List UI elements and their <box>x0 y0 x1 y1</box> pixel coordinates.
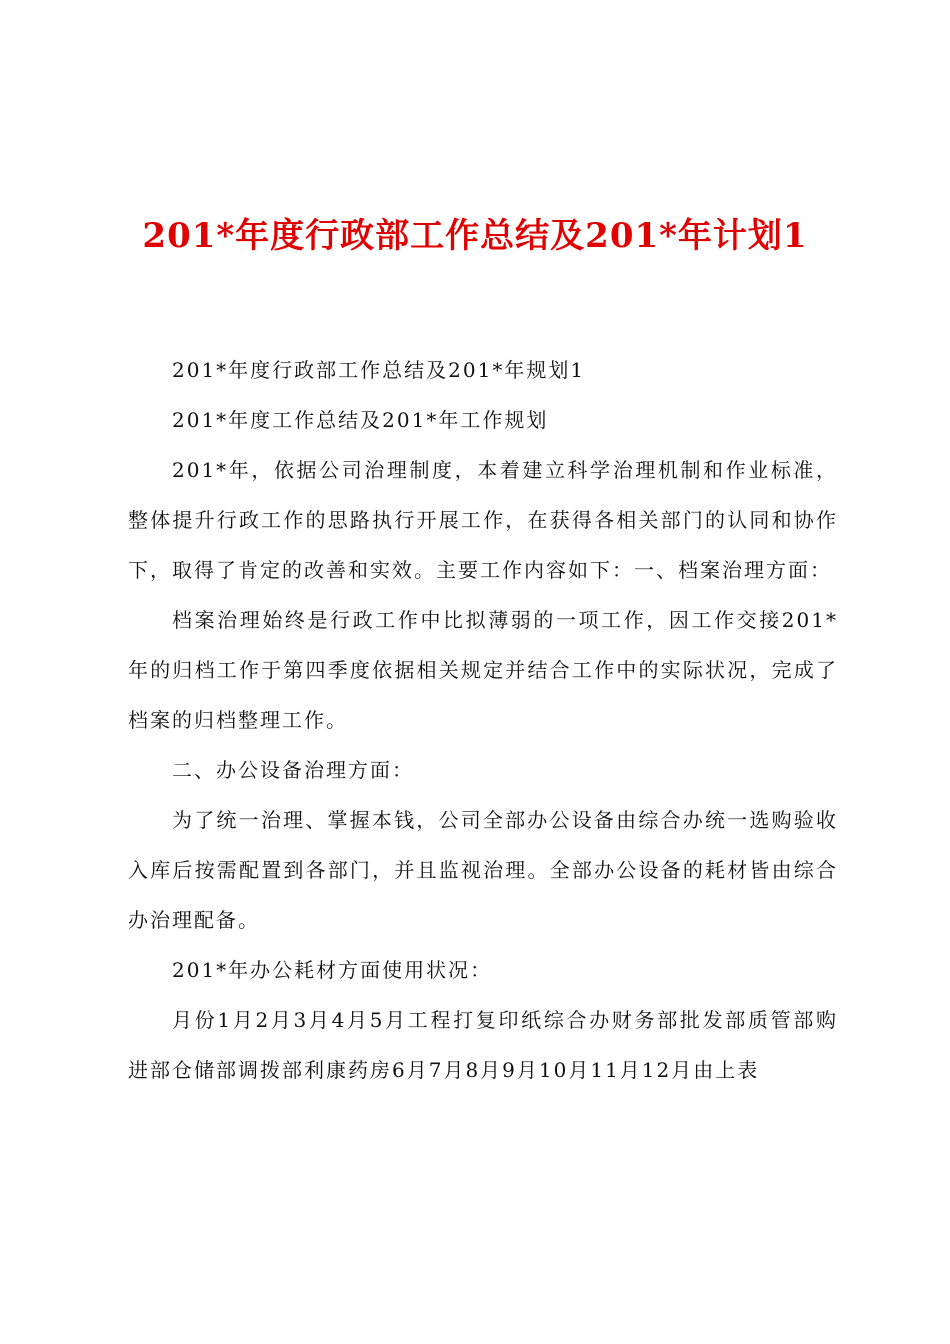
document-body <box>128 345 838 1095</box>
paragraph-office-equipment: 为了统一治理、掌握本钱，公司全部办公设备由综合办统一选购验收入库后按需配置到各部门，并且监视治理。全部办公设备的耗材皆由综合办治理配备。 <box>128 808 838 932</box>
paragraph-supplies-table-text: 月份1月2月3月4月5月工程打复印纸综合办财务部批发部质管部购进部仓储部调拨部利康药房6月7月8月9月10月11月12月由上表 <box>128 1008 838 1082</box>
section-heading-supplies-usage: 201*年办公耗材方面使用状况： <box>172 958 493 982</box>
section-heading-office-equipment: 二、办公设备治理方面： <box>172 758 414 782</box>
paragraph-intro: 201*年，依据公司治理制度，本着建立科学治理机制和作业标准，整体提升行政工作的思路执行开展工作，在获得各相关部门的认同和协作下，取得了肯定的改善和实效。主要工作内容如下：一、档案治理方面： <box>128 458 838 582</box>
paragraph-subtitle-2: 201*年度工作总结及201*年工作规划 <box>172 408 549 432</box>
document-title: 201*年度行政部工作总结及201*年计划1 <box>142 216 808 256</box>
paragraph-subtitle-1: 201*年度行政部工作总结及201*年规划1 <box>172 358 586 382</box>
paragraph-archives: 档案治理始终是行政工作中比拟薄弱的一项工作，因工作交接201*年的归档工作于第四季度依据相关规定并结合工作中的实际状况，完成了档案的归档整理工作。 <box>128 608 838 732</box>
